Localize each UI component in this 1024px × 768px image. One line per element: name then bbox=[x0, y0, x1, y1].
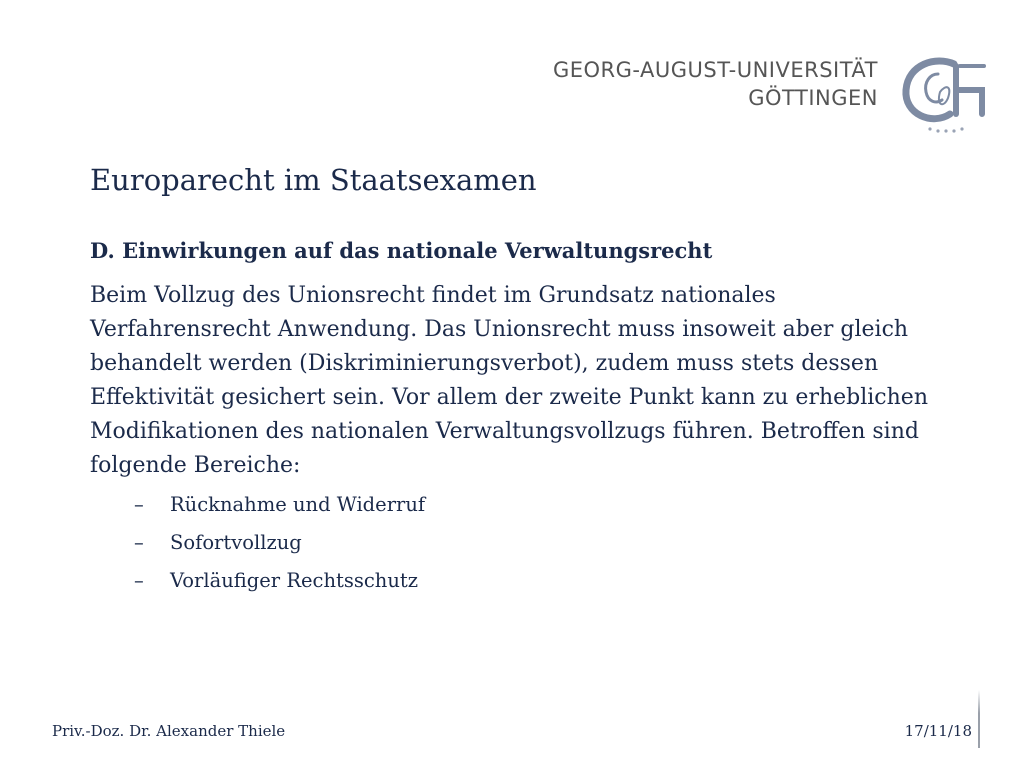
bullet-dash: – bbox=[134, 531, 144, 554]
bullet-text: Sofortvollzug bbox=[170, 531, 302, 554]
slide-subtitle: D. Einwirkungen auf das nationale Verwaltungsrecht bbox=[90, 238, 713, 263]
list-item bbox=[134, 486, 425, 524]
footer-author: Priv.-Doz. Dr. Alexander Thiele bbox=[52, 722, 286, 740]
university-name-line1: GEORG-AUGUST-UNIVERSITÄT bbox=[552, 58, 878, 82]
slide-body-text: Beim Vollzug des Unionsrecht findet im Grundsatz nationales Verfahrensrecht Anwendung. Das Unionsrecht muss insoweit aber gleich behandelt werden (Diskriminierungsverbot), zudem muss stets dessen Effektivität gesichert sein. Vor allem der zweite Punkt kann zu erheblichen Modifikationen des nationalen Verwaltungsvollzugs führen. Betroffen sind folgende Bereiche: bbox=[90, 283, 928, 478]
university-seal-icon bbox=[896, 52, 992, 136]
bullet-dash: – bbox=[134, 493, 144, 516]
university-name-line2: GÖTTINGEN bbox=[748, 86, 878, 110]
list-item bbox=[134, 524, 425, 562]
slide-title: Europarecht im Staatsexamen bbox=[90, 163, 537, 197]
footer-divider bbox=[978, 690, 980, 748]
bullet-dash: – bbox=[134, 569, 144, 592]
bullet-text: Rücknahme und Widerruf bbox=[170, 493, 426, 516]
bullet-text: Vorläufiger Rechtsschutz bbox=[170, 569, 419, 592]
university-name bbox=[553, 56, 878, 112]
bullet-list bbox=[134, 486, 425, 600]
list-item bbox=[134, 562, 425, 600]
footer-date: 17/11/18 bbox=[904, 722, 972, 740]
